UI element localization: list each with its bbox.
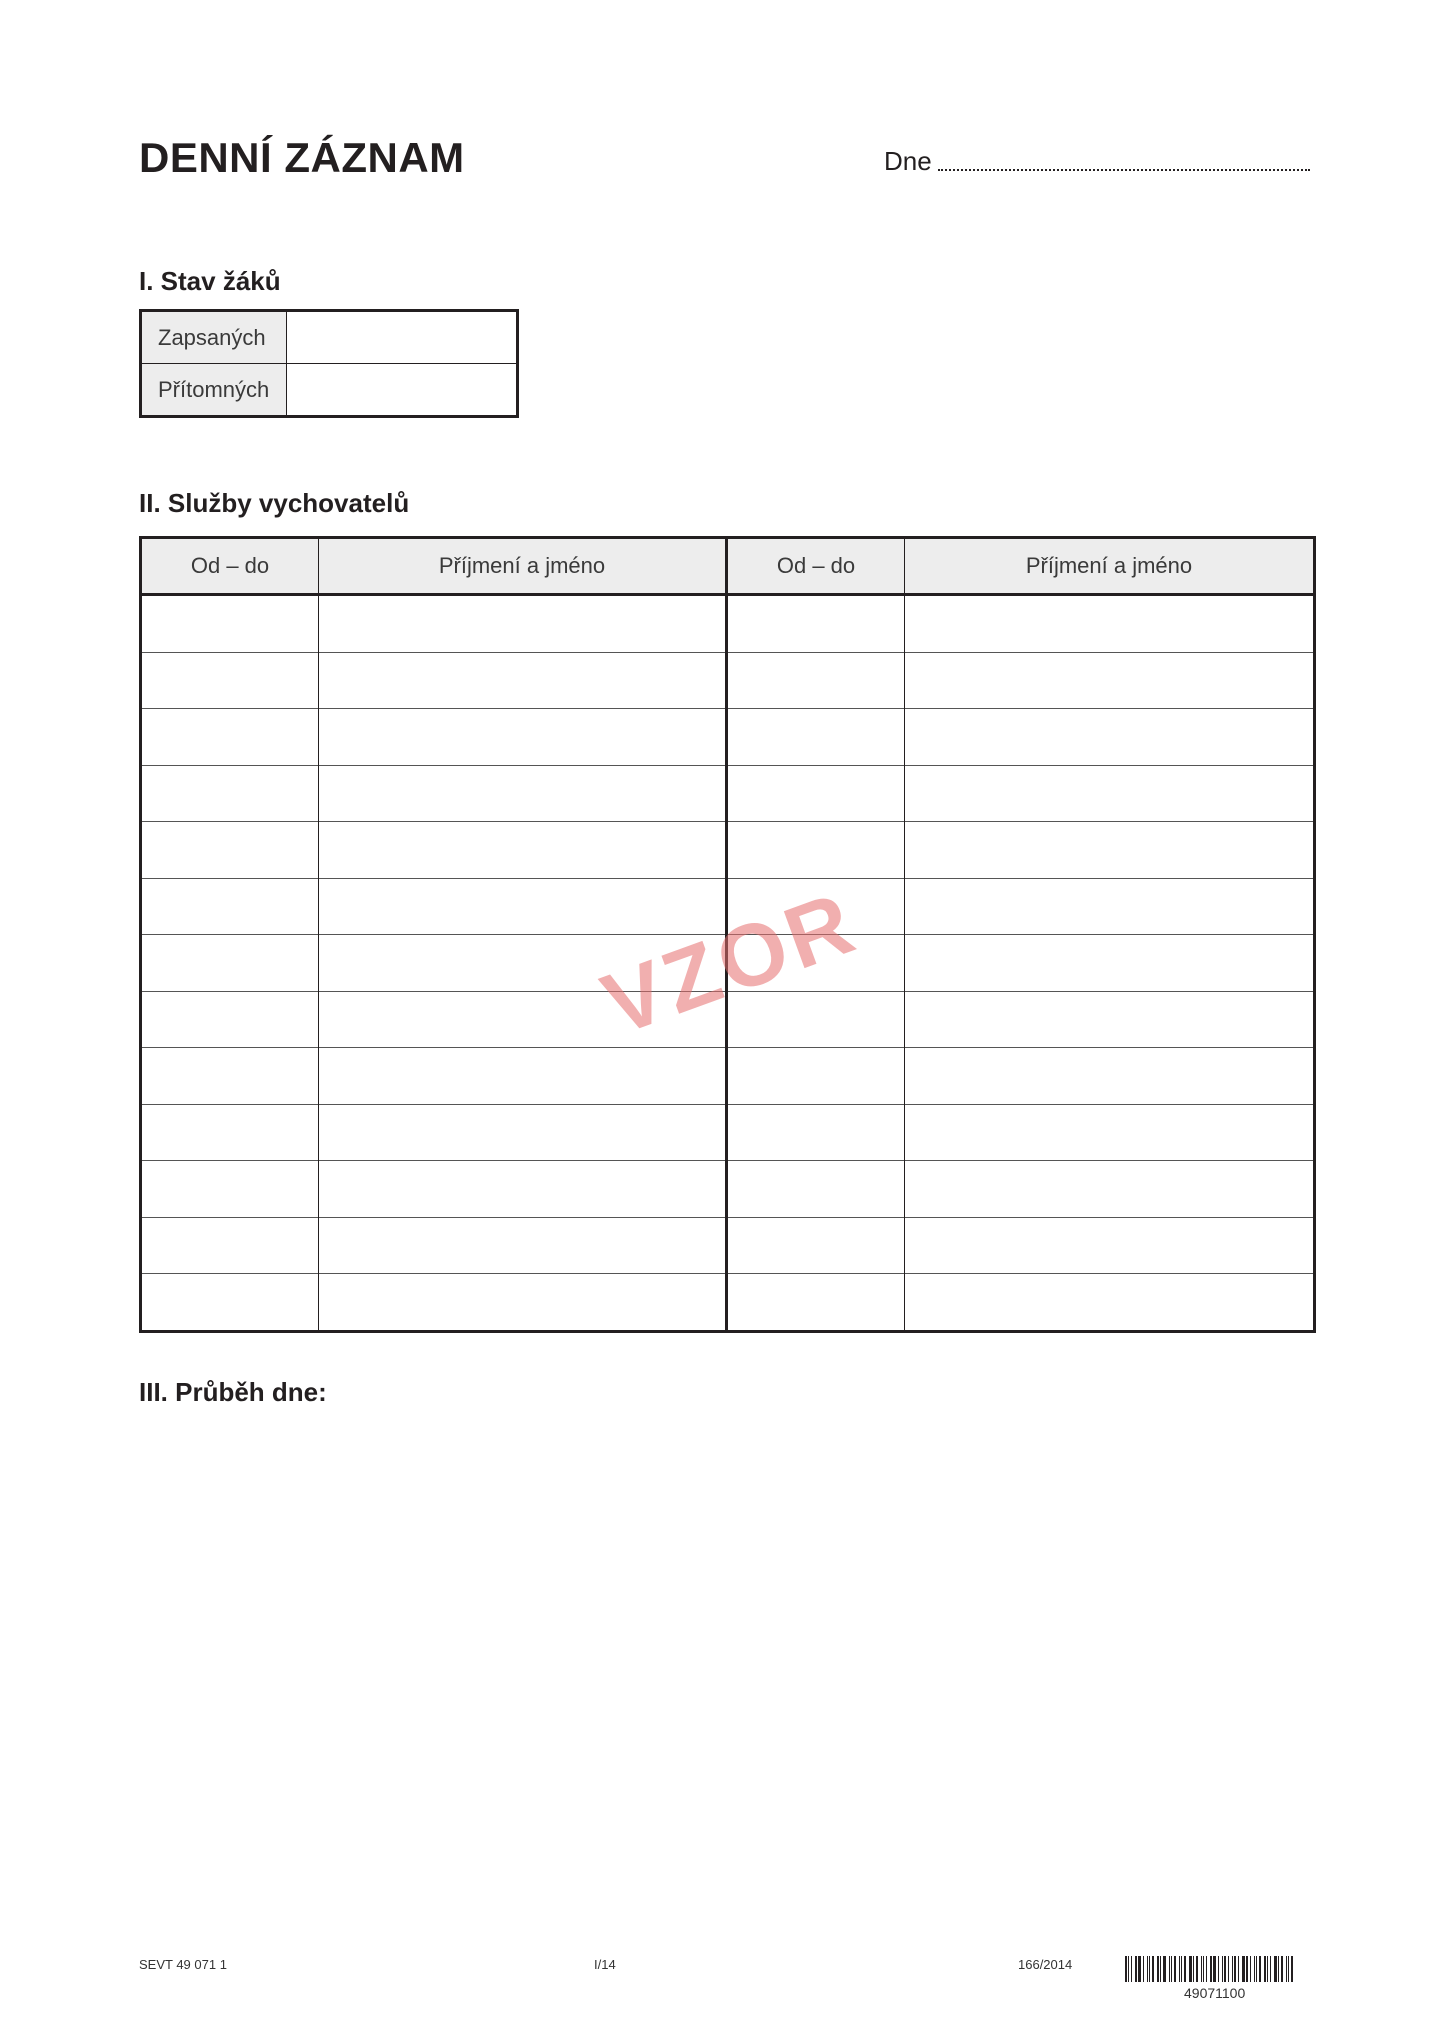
cell-name-left[interactable] <box>319 1274 727 1332</box>
cell-time-left[interactable] <box>141 1048 319 1105</box>
barcode-bar <box>1128 1956 1129 1982</box>
cell-name-right[interactable] <box>905 935 1315 992</box>
barcode-bar <box>1246 1956 1248 1982</box>
barcode-bar <box>1270 1956 1271 1982</box>
cell-time-left[interactable] <box>141 991 319 1048</box>
table-row <box>141 1161 1315 1218</box>
barcode-bar <box>1286 1956 1287 1982</box>
barcode-bar <box>1174 1956 1176 1982</box>
cell-time-right[interactable] <box>727 1104 905 1161</box>
barcode-bar <box>1232 1956 1233 1982</box>
col-header-name: Příjmení a jméno <box>319 538 727 595</box>
document-title: DENNÍ ZÁZNAM <box>139 134 465 181</box>
cell-name-right[interactable] <box>905 822 1315 879</box>
barcode-bar <box>1152 1956 1154 1982</box>
barcode-bar <box>1193 1956 1194 1982</box>
barcode-bar <box>1210 1956 1212 1982</box>
barcode-bar <box>1281 1956 1283 1982</box>
barcode-bar <box>1242 1956 1245 1982</box>
table-row <box>141 364 518 417</box>
barcode-bar <box>1196 1956 1198 1982</box>
cell-time-left[interactable] <box>141 1274 319 1332</box>
cell-time-left[interactable] <box>141 652 319 709</box>
barcode-bar <box>1149 1956 1150 1982</box>
table-row <box>141 311 518 364</box>
form-version: 166/2014 <box>1018 1957 1073 1972</box>
cell-name-left[interactable] <box>319 595 727 653</box>
cell-name-right[interactable] <box>905 1161 1315 1218</box>
barcode-bar <box>1135 1956 1137 1982</box>
barcode-bar <box>1264 1956 1266 1982</box>
cell-name-right[interactable] <box>905 878 1315 935</box>
barcode-bar <box>1206 1956 1207 1982</box>
cell-time-left[interactable] <box>141 1161 319 1218</box>
cell-name-left[interactable] <box>319 1217 727 1274</box>
cell-time-right[interactable] <box>727 1274 905 1332</box>
cell-name-right[interactable] <box>905 1048 1315 1105</box>
barcode-bar <box>1224 1956 1226 1982</box>
date-label: Dne <box>884 146 932 176</box>
barcode-bar <box>1254 1956 1255 1982</box>
section-1-heading: I. Stav žáků <box>139 266 281 296</box>
cell-name-left[interactable] <box>319 822 727 879</box>
cell-time-left[interactable] <box>141 878 319 935</box>
barcode-bar <box>1171 1956 1172 1982</box>
cell-name-left[interactable] <box>319 1048 727 1105</box>
table-row <box>141 1048 1315 1105</box>
barcode-bar <box>1222 1956 1223 1982</box>
barcode-bar <box>1163 1956 1166 1982</box>
barcode-bar <box>1147 1956 1148 1982</box>
barcode-bar <box>1181 1956 1182 1982</box>
barcode-bar <box>1234 1956 1236 1982</box>
cell-name-right[interactable] <box>905 652 1315 709</box>
barcode-bar <box>1169 1956 1170 1982</box>
watermark-stamp: VZOR <box>590 871 869 1054</box>
table-row <box>141 652 1315 709</box>
cell-time-left[interactable] <box>141 935 319 992</box>
barcode-bar <box>1291 1956 1293 1982</box>
barcode-bar <box>1228 1956 1229 1982</box>
barcode-bar <box>1201 1956 1202 1982</box>
cell-name-right[interactable] <box>905 1217 1315 1274</box>
cell-name-left[interactable] <box>319 1104 727 1161</box>
section-2-heading: II. Služby vychovatelů <box>139 488 410 518</box>
table-row <box>141 1104 1315 1161</box>
barcode-bar <box>1179 1956 1180 1982</box>
barcode-bar <box>1184 1956 1186 1982</box>
barcode-bar <box>1288 1956 1289 1982</box>
table-row <box>141 765 1315 822</box>
cell-time-left[interactable] <box>141 1217 319 1274</box>
barcode-bar <box>1125 1956 1127 1982</box>
cell-time-left[interactable] <box>141 595 319 653</box>
cell-name-right[interactable] <box>905 1274 1315 1332</box>
barcode-bar <box>1143 1956 1144 1982</box>
cell-time-left[interactable] <box>141 709 319 766</box>
cell-time-right[interactable] <box>727 595 905 653</box>
page-number: I/14 <box>594 1957 616 1972</box>
cell-time-right[interactable] <box>727 652 905 709</box>
barcode-bar <box>1213 1956 1216 1982</box>
barcode-bar <box>1218 1956 1219 1982</box>
barcode-bar <box>1274 1956 1277 1982</box>
table-row <box>141 1274 1315 1332</box>
cell-time-left[interactable] <box>141 822 319 879</box>
cell-name-right[interactable] <box>905 991 1315 1048</box>
barcode-bar <box>1160 1956 1161 1982</box>
cell-name-left[interactable] <box>319 765 727 822</box>
barcode-bar <box>1131 1956 1132 1982</box>
section-3-heading: III. Průběh dne: <box>139 1377 327 1407</box>
cell-time-right[interactable] <box>727 1048 905 1105</box>
present-value-cell[interactable] <box>287 364 518 417</box>
barcode-bar <box>1267 1956 1268 1982</box>
barcode-number: 49071100 <box>1184 1985 1246 2001</box>
cell-time-left[interactable] <box>141 1104 319 1161</box>
cell-name-right[interactable] <box>905 709 1315 766</box>
cell-time-right[interactable] <box>727 1161 905 1218</box>
cell-name-right[interactable] <box>905 595 1315 653</box>
cell-name-left[interactable] <box>319 1161 727 1218</box>
cell-name-left[interactable] <box>319 709 727 766</box>
form-code: SEVT 49 071 1 <box>139 1957 227 1972</box>
date-dotted-line[interactable] <box>938 149 1310 171</box>
cell-time-left[interactable] <box>141 765 319 822</box>
cell-time-right[interactable] <box>727 1217 905 1274</box>
cell-name-right[interactable] <box>905 1104 1315 1161</box>
table-header-row <box>141 538 1315 595</box>
table-row <box>141 1217 1315 1274</box>
col-header-time-from-to-2: Od – do <box>727 538 905 595</box>
barcode-bar <box>1157 1956 1159 1982</box>
col-header-name-2: Příjmení a jméno <box>905 538 1315 595</box>
enrolled-label: Zapsaných <box>141 311 287 364</box>
barcode-bar <box>1256 1956 1257 1982</box>
barcode <box>1125 1956 1313 1982</box>
barcode-bar <box>1203 1956 1204 1982</box>
barcode-bar <box>1259 1956 1261 1982</box>
cell-time-right[interactable] <box>727 765 905 822</box>
barcode-bar <box>1189 1956 1192 1982</box>
table-row <box>141 595 1315 653</box>
barcode-bar <box>1238 1956 1239 1982</box>
cell-time-right[interactable] <box>727 709 905 766</box>
table-row <box>141 822 1315 879</box>
barcode-bar <box>1250 1956 1251 1982</box>
col-header-time-from-to: Od – do <box>141 538 319 595</box>
cell-name-right[interactable] <box>905 765 1315 822</box>
table-row <box>141 709 1315 766</box>
enrolled-value-cell[interactable] <box>287 311 518 364</box>
cell-time-right[interactable] <box>727 822 905 879</box>
barcode-bar <box>1278 1956 1279 1982</box>
cell-name-left[interactable] <box>319 652 727 709</box>
cell-name-left[interactable] <box>319 878 727 935</box>
present-label: Přítomných <box>141 364 287 417</box>
student-status-table <box>139 309 519 418</box>
barcode-bar <box>1138 1956 1141 1982</box>
date-field[interactable] <box>884 146 1310 177</box>
